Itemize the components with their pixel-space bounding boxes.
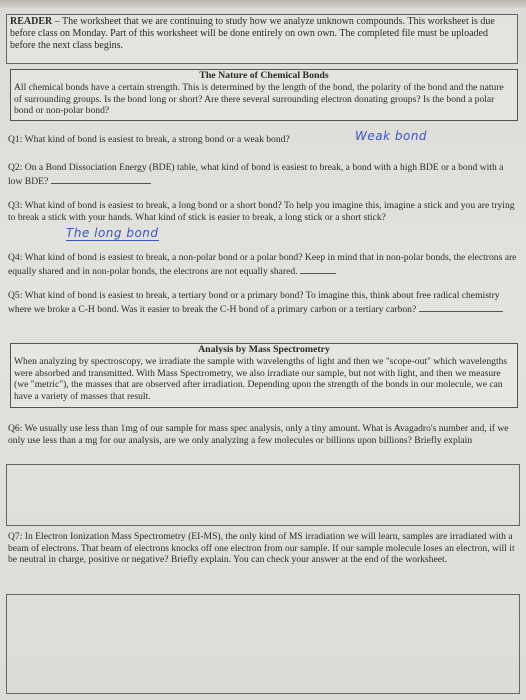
- q1-text: Q1: What kind of bond is easiest to break, a strong bond or a weak bond?: [8, 134, 290, 145]
- q5-text: [8, 290, 520, 315]
- chem-bonds-title: The Nature of Chemical Bonds: [199, 70, 329, 81]
- readme-label: READER: [10, 16, 53, 27]
- q4-text: [8, 252, 520, 277]
- mass-spec-text: When analyzing by spectroscopy, we irradiate the sample with wavelengths of light and then we "scope-out" which wavelengths were absorbed and transmitted. With Mass Spectrometry, we also irradiate our sample, but not with light, and then we measure (we "metric"), the masses that are observed after irradiation. Depending upon the strength of the bonds in our molecule, we can have a variety of masses that result.: [14, 356, 508, 402]
- q3-handwritten-answer[interactable]: The long bond: [66, 226, 159, 240]
- page-top-edge: [0, 0, 526, 8]
- q7-text: Q7: In Electron Ionization Mass Spectrometry (EI-MS), the only kind of MS irradiation we will learn, samples are irradiated with a beam of electrons. That beam of electrons knocks off one electron from our sample. If our sample molecule loses an electron, will it be neutral in charge, positive or negative? Briefly explain. You can check your answer at the end of the worksheet.: [8, 531, 515, 566]
- q5-body: Q5: What kind of bond is easiest to break, a tertiary bond or a primary bond? To imagine this, think about free radical chemistry where we broke a C-H bond. Was it easier to break the C-H bond of a primary carbon or a tertiary carbon?: [8, 290, 500, 315]
- q1-handwritten-answer[interactable]: Weak bond: [355, 129, 428, 143]
- q3-text: Q3: What kind of bond is easiest to break, a long bond or a short bond? To help you imagine this, imagine a stick and you are trying to break a stick with your hands. What kind of stick is easier to break, a long stick or a short stick?: [8, 200, 515, 223]
- readme-text: [10, 16, 514, 52]
- q6-answer-box[interactable]: [6, 464, 520, 526]
- q5-answer-line[interactable]: [419, 302, 503, 312]
- q2-body: Q2: On a Bond Dissociation Energy (BDE) table, what kind of bond is easiest to break, a bond with a high BDE or a bond with a low BDE?: [8, 162, 504, 187]
- mass-spec-title: Analysis by Mass Spectrometry: [198, 344, 330, 355]
- q4-body: Q4: What kind of bond is easiest to break, a non-polar bond or a polar bond? Keep in mind that in non-polar bonds, the electrons are equally shared and in non-polar bonds, the electrons are not equally shared.: [8, 252, 517, 277]
- q2-text: [8, 162, 513, 187]
- q6-text: Q6: We usually use less than 1mg of our sample for mass spec analysis, only a tiny amount. What is Avagadro's number and, if we only use less than a mg for our analysis, are we only analyzing a few molecules or billions upon billions? Briefly explain: [8, 423, 509, 446]
- q2-answer-line[interactable]: [51, 174, 151, 184]
- q7-answer-box[interactable]: [6, 594, 520, 694]
- chem-bonds-text: All chemical bonds have a certain strength. This is determined by the length of the bond, the polarity of the bond and the nature of surrounding groups. Is the bond long or short? Are there several surrounding electron donating groups? Is the bond a polar bond or non-polar bond?: [14, 82, 504, 117]
- q4-answer-line[interactable]: [300, 264, 336, 274]
- readme-body: – The worksheet that we are continuing to study how we analyze unknown compounds. This worksheet is due before class on Monday. Part of this worksheet will be done entirely on own own. The completed file must be uploaded before the next class begins.: [10, 16, 495, 51]
